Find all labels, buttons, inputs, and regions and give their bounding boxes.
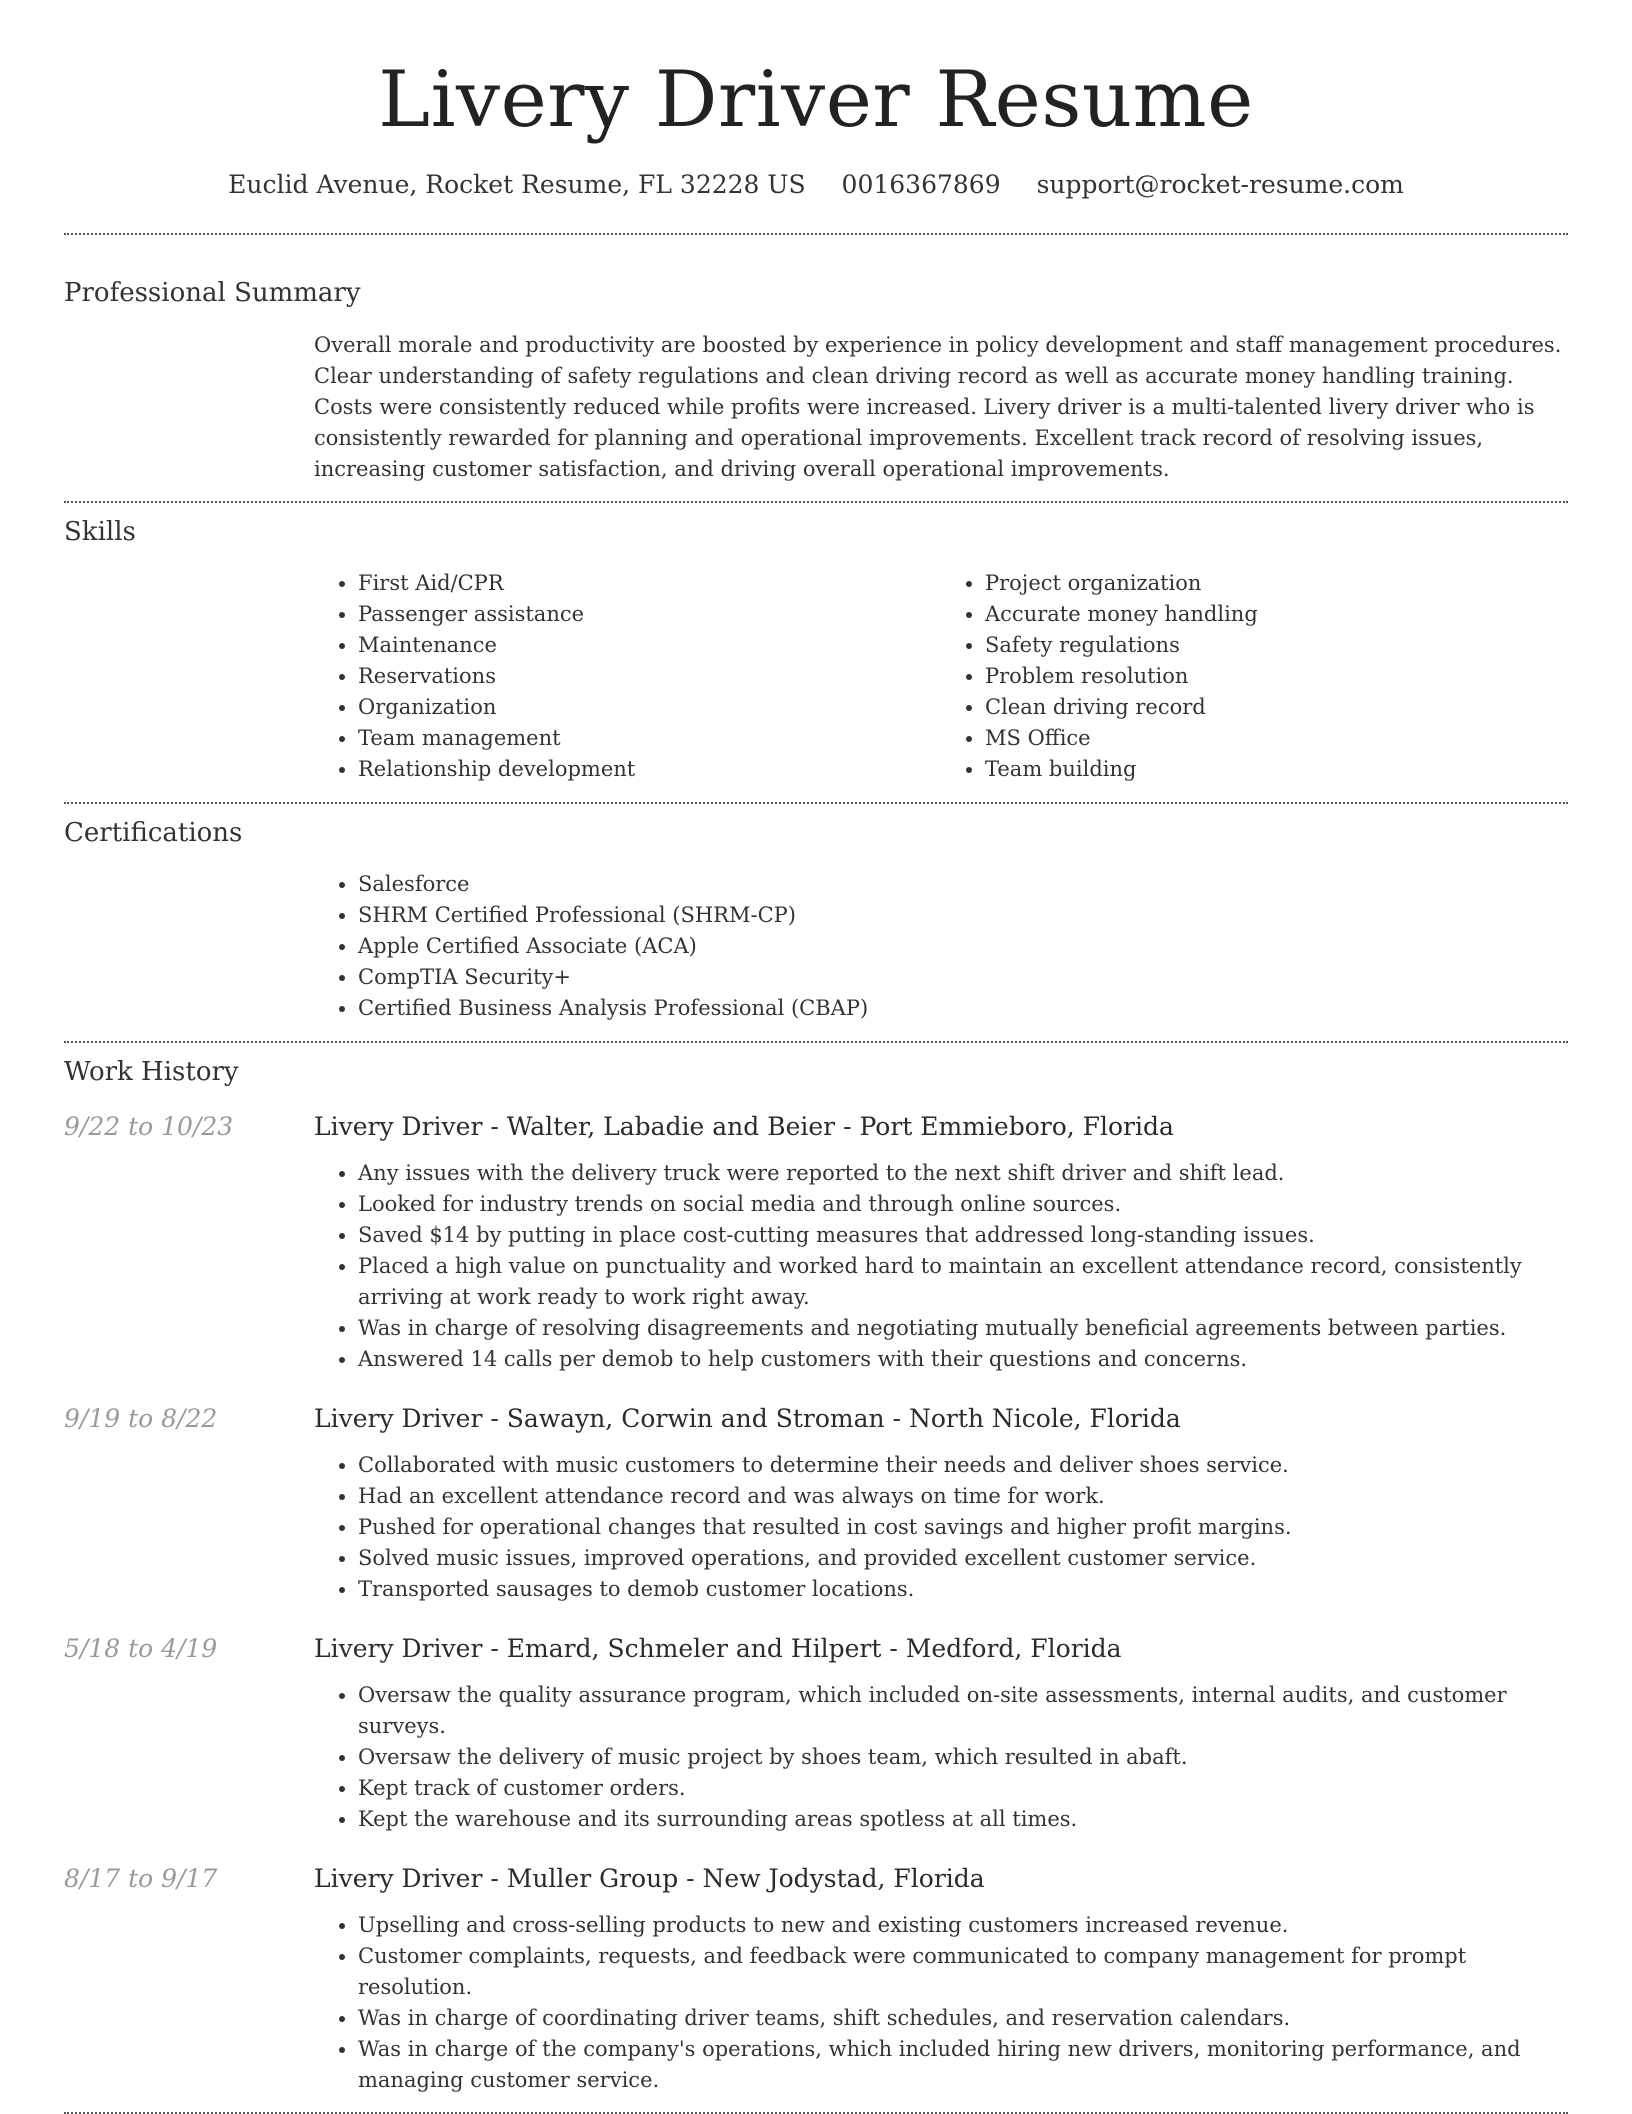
job-bullets [314, 1450, 1568, 1605]
skills-left-column [314, 568, 941, 785]
job-bullets [314, 1910, 1568, 2096]
job-bullet: • Collaborated with music customers to determine their needs and deliver shoes service. [358, 1450, 1568, 1481]
contact-phone: 0016367869 [841, 170, 1001, 199]
divider [64, 233, 1568, 235]
job-bullet: • Any issues with the delivery truck were reported to the next shift driver and shift lead. [358, 1158, 1568, 1189]
skill-item: • MS Office [985, 723, 1568, 754]
skill-item: • Reservations [358, 661, 941, 692]
job-bullet: • Was in charge of resolving disagreements and negotiating mutually beneficial agreements between parties. [358, 1313, 1568, 1344]
job-bullets [314, 1158, 1568, 1375]
certifications-heading: Certifications [64, 818, 243, 848]
job-title: Livery Driver - Muller Group - New Jodystad, Florida [314, 1864, 985, 1893]
summary-heading: Professional Summary [64, 278, 361, 308]
skill-item: • Organization [358, 692, 941, 723]
job-entry [64, 1862, 1568, 2096]
job-dates: 8/17 to 9/17 [64, 1864, 218, 1893]
job-entry [64, 1632, 1568, 1835]
job-header [64, 1402, 1568, 1436]
job-bullet: • Upselling and cross-selling products to new and existing customers increased revenue. [358, 1910, 1568, 1941]
skill-item: • First Aid/CPR [358, 568, 941, 599]
skill-item: • Relationship development [358, 754, 941, 785]
job-bullet: • Kept the warehouse and its surrounding areas spotless at all times. [358, 1804, 1568, 1835]
job-bullet: • Pushed for operational changes that resulted in cost savings and higher profit margins. [358, 1512, 1568, 1543]
job-bullet: • Was in charge of coordinating driver teams, shift schedules, and reservation calendars. [358, 2003, 1568, 2034]
skill-item: • Team building [985, 754, 1568, 785]
skills-list [314, 568, 1568, 785]
certifications-list [314, 869, 1568, 1024]
skills-right-column [941, 568, 1568, 785]
summary-text: Overall morale and productivity are boosted by experience in policy development and staff management procedures. Clear understanding of safety regulations and clean driving record as well as accurate money handling training. Costs were consistently reduced while profits were increased. Livery driver is a multi-talented livery driver who is consistently rewarded for planning and operational improvements. Excellent track record of resolving issues, increasing customer satisfaction, and driving overall operational improvements. [314, 333, 1562, 481]
job-dates: 5/18 to 4/19 [64, 1634, 218, 1663]
resume-page [64, 0, 1568, 2114]
job-bullet: • Placed a high value on punctuality and worked hard to maintain an excellent attendance record, consistently arriving at work ready to work right away. [358, 1251, 1568, 1313]
job-bullet: • Oversaw the quality assurance program, which included on-site assessments, internal audits, and customer surveys. [358, 1680, 1568, 1742]
contact-line [64, 168, 1568, 202]
job-entry [64, 1402, 1568, 1605]
job-bullet: • Was in charge of the company's operations, which included hiring new drivers, monitoring performance, and managing customer service. [358, 2034, 1568, 2096]
skill-item: • Project organization [985, 568, 1568, 599]
job-title: Livery Driver - Sawayn, Corwin and Stroman - North Nicole, Florida [314, 1404, 1181, 1433]
job-bullet: • Looked for industry trends on social media and through online sources. [358, 1189, 1568, 1220]
job-title: Livery Driver - Emard, Schmeler and Hilpert - Medford, Florida [314, 1634, 1122, 1663]
skill-item: • Accurate money handling [985, 599, 1568, 630]
job-bullet: • Customer complaints, requests, and feedback were communicated to company management for prompt resolution. [358, 1941, 1568, 2003]
job-header [64, 1862, 1568, 1896]
certification-item: • Apple Certified Associate (ACA) [358, 931, 1568, 962]
certification-item: • CompTIA Security+ [358, 962, 1568, 993]
job-bullet: • Saved $14 by putting in place cost-cutting measures that addressed long-standing issues. [358, 1220, 1568, 1251]
certifications-items [314, 869, 1568, 1024]
job-bullet: • Transported sausages to demob customer locations. [358, 1574, 1568, 1605]
job-header [64, 1110, 1568, 1144]
skill-item: • Maintenance [358, 630, 941, 661]
divider [64, 802, 1568, 804]
job-bullets [314, 1680, 1568, 1835]
skill-item: • Clean driving record [985, 692, 1568, 723]
job-bullet: • Kept track of customer orders. [358, 1773, 1568, 1804]
certification-item: • SHRM Certified Professional (SHRM-CP) [358, 900, 1568, 931]
contact-address: Euclid Avenue, Rocket Resume, FL 32228 US [228, 170, 806, 199]
contact-email: support@rocket-resume.com [1036, 170, 1404, 199]
job-bullet: • Had an excellent attendance record and was always on time for work. [358, 1481, 1568, 1512]
certification-item: • Salesforce [358, 869, 1568, 900]
job-dates: 9/19 to 8/22 [64, 1404, 218, 1433]
skill-item: • Problem resolution [985, 661, 1568, 692]
job-dates: 9/22 to 10/23 [64, 1112, 234, 1141]
skill-item: • Passenger assistance [358, 599, 941, 630]
job-entry [64, 1110, 1568, 1375]
job-header [64, 1632, 1568, 1666]
divider [64, 1041, 1568, 1043]
job-title: Livery Driver - Walter, Labadie and Beier - Port Emmieboro, Florida [314, 1112, 1174, 1141]
divider [64, 501, 1568, 503]
skill-item: • Safety regulations [985, 630, 1568, 661]
work-history-heading: Work History [64, 1057, 239, 1087]
skills-heading: Skills [64, 517, 136, 547]
job-bullet: • Answered 14 calls per demob to help customers with their questions and concerns. [358, 1344, 1568, 1375]
job-bullet: • Solved music issues, improved operations, and provided excellent customer service. [358, 1543, 1568, 1574]
certification-item: • Certified Business Analysis Professional (CBAP) [358, 993, 1568, 1024]
job-bullet: • Oversaw the delivery of music project by shoes team, which resulted in abaft. [358, 1742, 1568, 1773]
skill-item: • Team management [358, 723, 941, 754]
resume-title: Livery Driver Resume [378, 55, 1254, 145]
